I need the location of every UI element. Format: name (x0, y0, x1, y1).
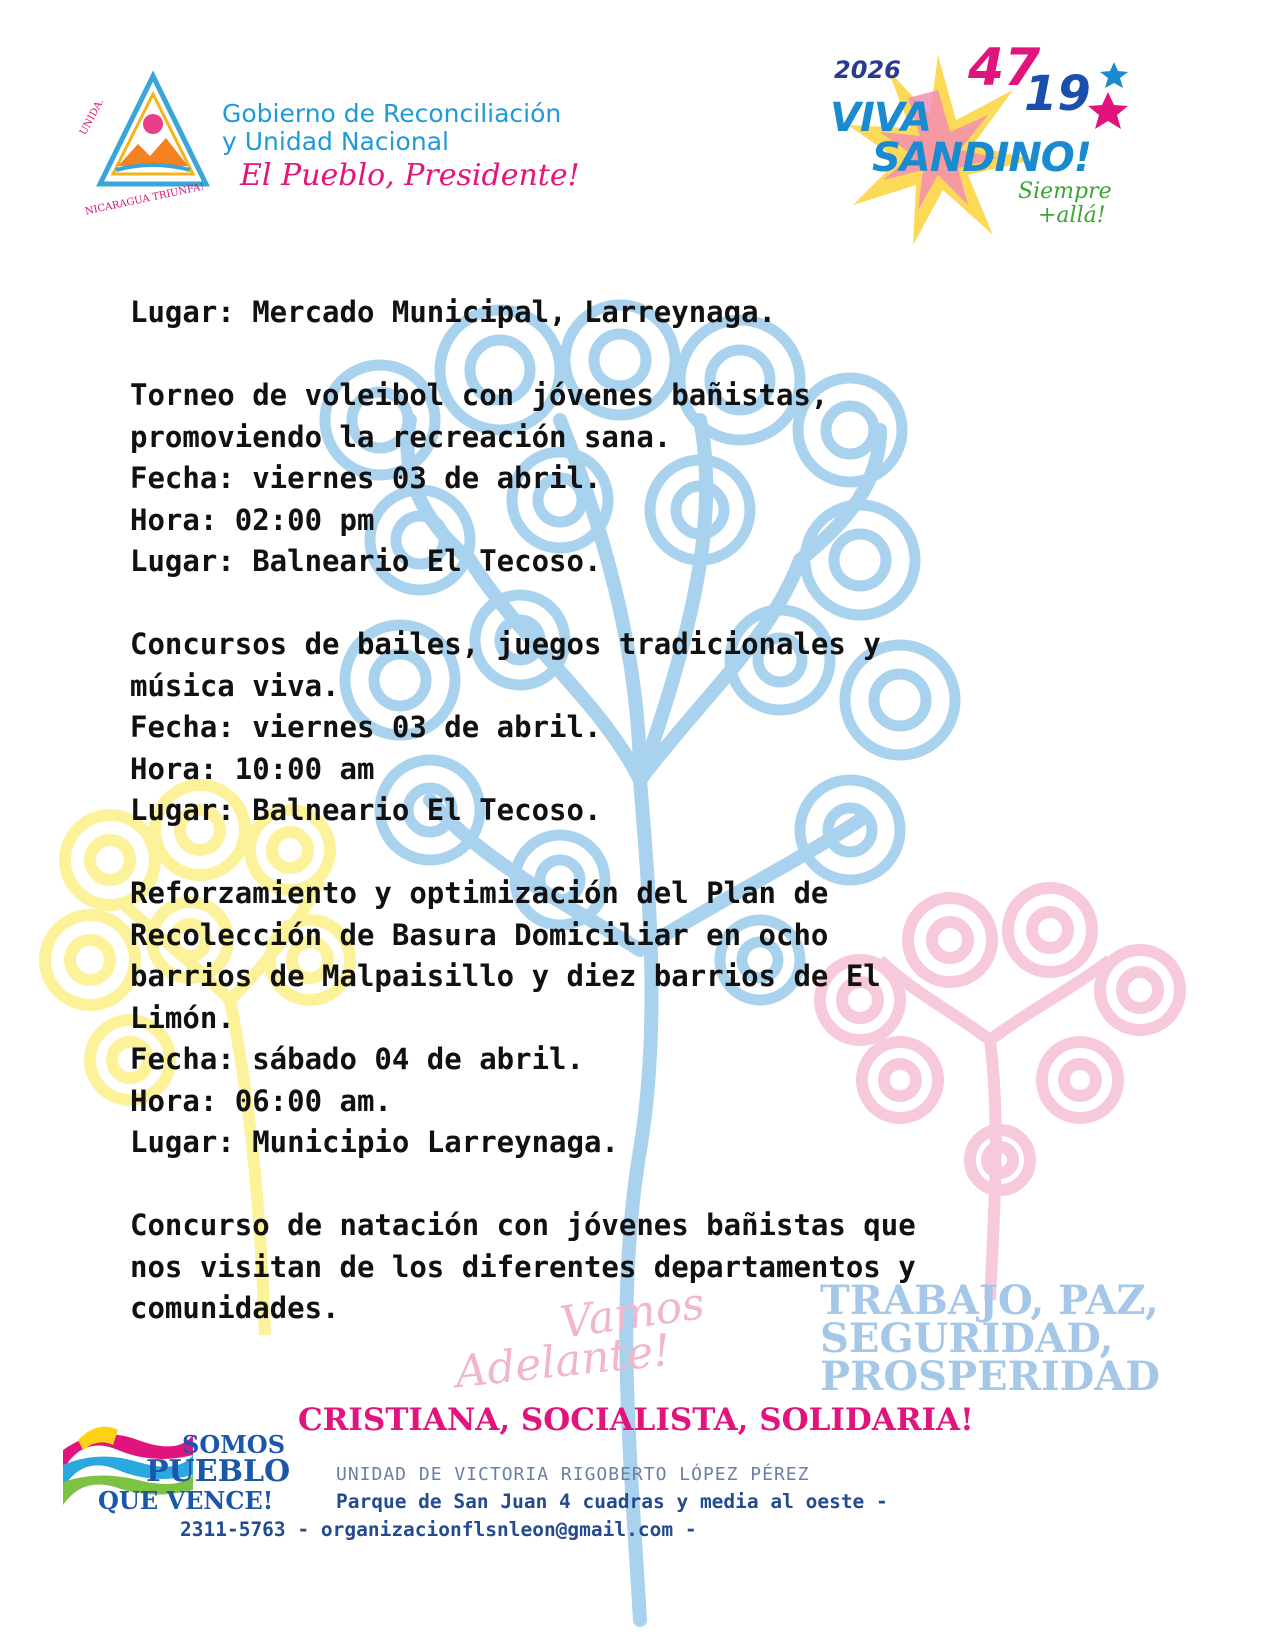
unit-name: UNIDAD DE VICTORIA RIGOBERTO LÓPEZ PÉREZ (336, 1464, 810, 1485)
motto-line2: SEGURIDAD, (820, 1315, 1114, 1362)
gov-name-line1: Gobierno de Reconciliación (222, 99, 562, 128)
motto-block (820, 1277, 1160, 1400)
somos-text: SOMOS (182, 1430, 286, 1459)
event-location-intro (130, 292, 1135, 334)
event-place: Lugar: Balneario El Tecoso. (130, 793, 602, 827)
somos-pueblo-logo (58, 1418, 291, 1518)
adelante-text: Adelante! (452, 1324, 674, 1399)
viva-number-19: 19 (1024, 66, 1091, 122)
text-line: Lugar: Mercado Municipal, Larreynaga. (130, 295, 777, 329)
event-time: Hora: 06:00 am. (130, 1083, 392, 1118)
address-line: Parque de San Juan 4 cuadras y media al oeste - (336, 1490, 888, 1513)
event-dance-contest (130, 624, 1135, 832)
justified-line: Reforzamiento y optimización del Plan de (130, 876, 829, 910)
motto-line3: PROSPERIDAD (820, 1353, 1160, 1400)
text-line: Limón. (130, 1000, 235, 1035)
government-name (222, 100, 561, 156)
justified-line: Torneo de voleibol con jóvenes bañistas, (130, 378, 829, 412)
justified-line: Recolección de Basura Domiciliar en ocho (130, 917, 829, 952)
gov-slogan: El Pueblo, Presidente! (240, 158, 580, 193)
alla-text: +allá! (1038, 203, 1106, 228)
event-date: Fecha: sábado 04 de abril. (130, 1042, 584, 1076)
vamos-text: Vamos (557, 1278, 708, 1349)
siempre-text: Siempre (1018, 179, 1112, 204)
event-place: Lugar: Municipio Larreynaga. (130, 1125, 619, 1159)
justified-line: Concurso de natación con jóvenes bañistas que (130, 1208, 916, 1242)
government-emblem (78, 66, 228, 216)
event-list (130, 292, 1135, 1371)
tagline: CRISTIANA, SOCIALISTA, SOLIDARIA! (298, 1402, 974, 1438)
justified-line: Concursos de bailes, juegos tradicionales y (130, 627, 881, 661)
justified-line: nos visitan de los diferentes departamentos y (130, 1249, 916, 1284)
justified-line: barrios de Malpaisillo y diez barrios de El (130, 959, 881, 993)
text-line: promoviendo la recreación sana. (130, 419, 672, 454)
pueblo-text: PUEBLO (146, 1454, 291, 1489)
text-line: música viva. (130, 668, 340, 703)
sandino-word: SANDINO! (872, 135, 1092, 181)
viva-number-47: 47 (968, 38, 1041, 98)
event-date: Fecha: viernes 03 de abril. (130, 461, 602, 495)
motto-line1: TRABAJO, PAZ, (820, 1277, 1159, 1324)
event-time: Hora: 10:00 am (130, 751, 375, 786)
contact-line: 2311-5763 - organizacionflsnleon@gmail.com - (180, 1518, 697, 1541)
viva-year: 2026 (834, 56, 901, 84)
event-time: Hora: 02:00 pm (130, 502, 375, 537)
que-vence-text: QUE VENCE! (98, 1486, 274, 1515)
emblem-ring-top: UNIDA. (78, 97, 107, 138)
event-date: Fecha: viernes 03 de abril. (130, 710, 602, 744)
event-place: Lugar: Balneario El Tecoso. (130, 544, 602, 578)
event-waste-collection (130, 873, 1135, 1164)
text-line: comunidades. (130, 1291, 340, 1325)
gov-name-line2: y Unidad Nacional (222, 127, 449, 156)
event-volleyball (130, 375, 1135, 583)
viva-word: VIVA (830, 95, 932, 141)
viva-sandino-logo (828, 40, 1148, 250)
emblem-ring-bottom: NICARAGUA TRIUNFA! (84, 181, 206, 218)
